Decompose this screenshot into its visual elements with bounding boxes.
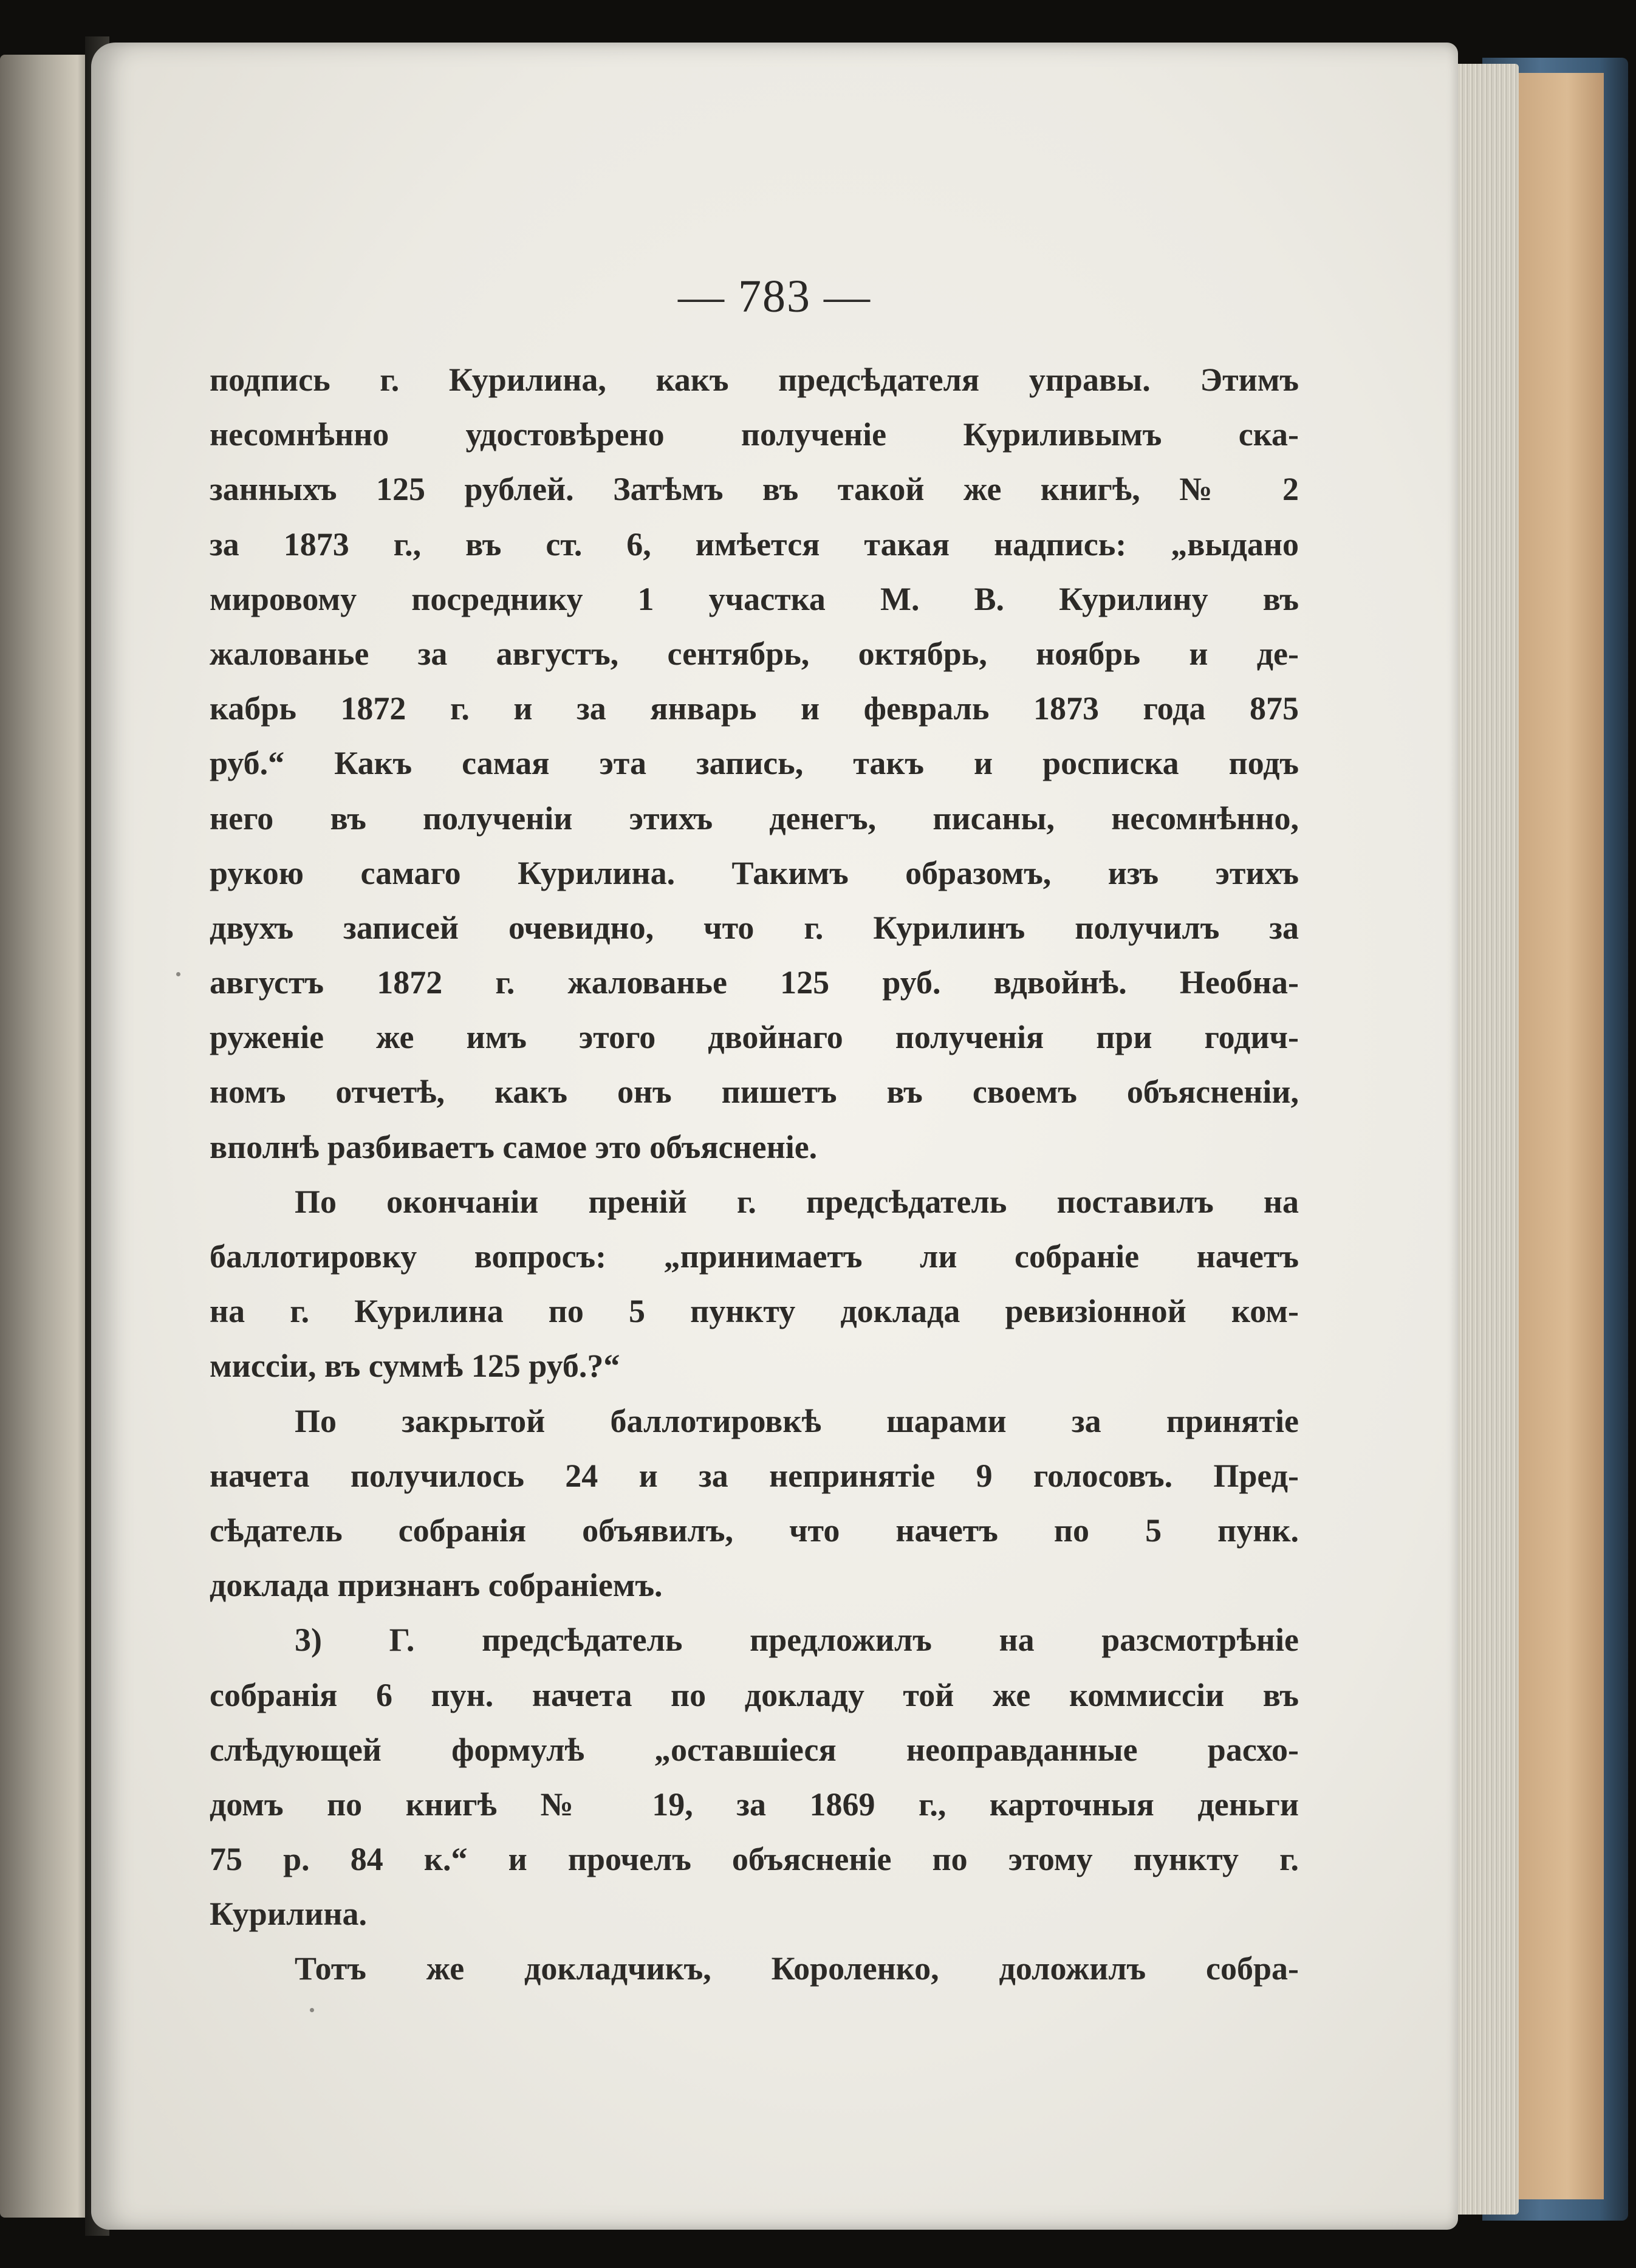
text-line: номъ отчетѣ, какъ онъ пишетъ въ своемъ объясненіи, — [210, 1074, 1299, 1111]
text-line: 3) Г. предсѣдатель предложилъ на разсмотрѣніе — [295, 1622, 1299, 1659]
text-line: домъ по книгѣ № 19, за 1869 г., карточныя деньги — [210, 1786, 1299, 1823]
text-line: несомнѣнно удостовѣрено полученіе Куриливымъ ска- — [210, 416, 1299, 453]
text-line: августъ 1872 г. жалованье 125 руб. вдвойнѣ. Необна- — [210, 964, 1299, 1001]
text-line: вполнѣ разбиваетъ самое это объясненіе. — [210, 1128, 818, 1165]
text-line: Курилина. — [210, 1896, 367, 1933]
text-line: рукою самаго Курилина. Такимъ образомъ, изъ этихъ — [210, 854, 1299, 891]
text-line: руженіе же имъ этого двойнаго полученія при годич- — [210, 1019, 1299, 1056]
text-line: подпись г. Курилина, какъ предсѣдателя управы. Этимъ — [210, 361, 1299, 398]
text-line: руб.“ Какъ самая эта запись, такъ и росписка подъ — [210, 745, 1299, 782]
text-line: за 1873 г., въ ст. 6, имѣется такая надпись: „выдано — [210, 526, 1299, 563]
text-line: кабрь 1872 г. и за январь и февраль 1873 года 875 — [210, 690, 1299, 727]
text-line: собранія 6 пун. начета по докладу той же коммиссіи въ — [210, 1676, 1299, 1713]
text-line: двухъ записей очевидно, что г. Курилинъ получилъ за — [210, 909, 1299, 946]
text-line: на г. Курилина по 5 пункту доклада ревизіонной ком- — [210, 1293, 1299, 1330]
book-page — [91, 43, 1458, 2230]
text-line: По закрытой баллотировкѣ шарами за принятіе — [295, 1402, 1299, 1439]
text-line: жалованье за августъ, сентябрь, октябрь, ноябрь и де- — [210, 635, 1299, 672]
text-line: слѣдующей формулѣ „оставшіеся неоправданные расхо- — [210, 1731, 1299, 1768]
text-line: доклада признанъ собраніемъ. — [210, 1567, 663, 1604]
cover-inner-board — [1513, 73, 1604, 2199]
text-line: 75 р. 84 к.“ и прочелъ объясненіе по этому пункту г. — [210, 1841, 1299, 1878]
text-line: По окончаніи преній г. предсѣдатель поставилъ на — [295, 1183, 1299, 1220]
text-line: миссіи, въ суммѣ 125 руб.?“ — [210, 1348, 620, 1385]
page-number: — 783 — — [678, 271, 871, 322]
text-line: него въ полученіи этихъ денегъ, писаны, несомнѣнно, — [210, 800, 1299, 837]
text-line: занныхъ 125 рублей. Затѣмъ въ такой же книгѣ, № 2 — [210, 471, 1299, 508]
paper-speck — [310, 2008, 314, 2012]
text-line: мировому посреднику 1 участка М. В. Курилину въ — [210, 580, 1299, 617]
body-text — [210, 352, 1299, 1996]
text-line: начета получилось 24 и за непринятіе 9 голосовъ. Пред- — [210, 1457, 1299, 1494]
paper-speck — [176, 972, 180, 976]
text-line: сѣдатель собранія объявилъ, что начетъ по 5 пунк. — [210, 1512, 1299, 1549]
text-line: Тотъ же докладчикъ, Короленко, доложилъ собра- — [295, 1950, 1299, 1987]
text-line: баллотировку вопросъ: „принимаетъ ли собраніе начетъ — [210, 1238, 1299, 1275]
left-page-edge — [0, 55, 91, 2218]
